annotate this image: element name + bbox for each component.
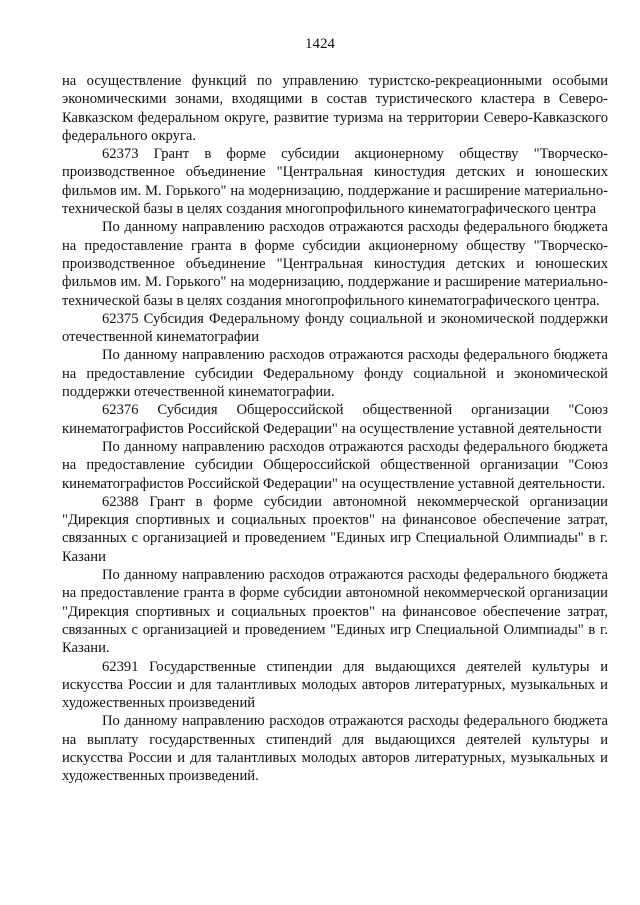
paragraph-62373-heading: 62373 Грант в форме субсидии акционерному обществу "Творческо-производственное объединение "Центральная киностудия детских и юношеских фильмов им. М. Горького" на модернизацию, поддержание и расширение материально-технической базы в целях создания многопрофильного кинематографического центра xyxy=(62,146,608,218)
paragraph-62373-description: По данному направлению расходов отражаются расходы федерального бюджета на предоставление гранта в форме субсидии акционерному обществу "Творческо-производственное объединение "Центральная киностудия детских и юношеских фильмов им. М. Горького" на модернизацию, поддержание и расширение материально-технической базы в целях создания многопрофильного кинематографического центра. xyxy=(62,219,608,309)
paragraph-62388-description: По данному направлению расходов отражаются расходы федерального бюджета на предоставление гранта в форме субсидии автономной некоммерческой организации "Дирекция спортивных и социальных проектов" на финансовое обеспечение затрат, связанных с организацией и проведением "Единых игр Специальной Олимпиады" в г. Казани. xyxy=(62,567,608,657)
page-number: 1424 xyxy=(305,36,335,52)
document-body xyxy=(62,72,608,786)
paragraph-62375-heading: 62375 Субсидия Федеральному фонду социальной и экономической поддержки отечественной кинематографии xyxy=(62,310,608,346)
paragraph-62376-description: По данному направлению расходов отражаются расходы федерального бюджета на предоставление субсидии Общероссийской общественной организации "Союз кинематографистов Российской Федерации" на осуществление уставной деятельности. xyxy=(62,438,608,492)
paragraph-62391-description: По данному направлению расходов отражаются расходы федерального бюджета на выплату государственных стипендий для выдающихся деятелей культуры и искусства России и для талантливых молодых авторов литературных, музыкальных и художественных произведений. xyxy=(62,713,608,785)
paragraph-continuation: на осуществление функций по управлению туристско-рекреационными особыми экономическими зонами, входящими в состав туристического кластера в Северо-Кавказском федеральном округе, развитие туризма на территории Северо-Кавказского федерального округа. xyxy=(62,73,608,144)
paragraph-62375-description: По данному направлению расходов отражаются расходы федерального бюджета на предоставление субсидии Федеральному фонду социальной и экономической поддержки отечественной кинематографии. xyxy=(62,347,608,401)
paragraph-62388-heading: 62388 Грант в форме субсидии автономной некоммерческой организации "Дирекция спортивных и социальных проектов" на финансовое обеспечение затрат, связанных с организацией и проведением "Единых игр Специальной Олимпиады" в г. Казани xyxy=(62,493,608,565)
paragraph-62376-heading: 62376 Субсидия Общероссийской общественной организации "Союз кинематографистов Российской Федерации" на осуществление уставной деятельности xyxy=(62,402,608,437)
paragraph-62391-heading: 62391 Государственные стипендии для выдающихся деятелей культуры и искусства России и для талантливых молодых авторов литературных, музыкальных и художественных произведений xyxy=(62,658,608,712)
